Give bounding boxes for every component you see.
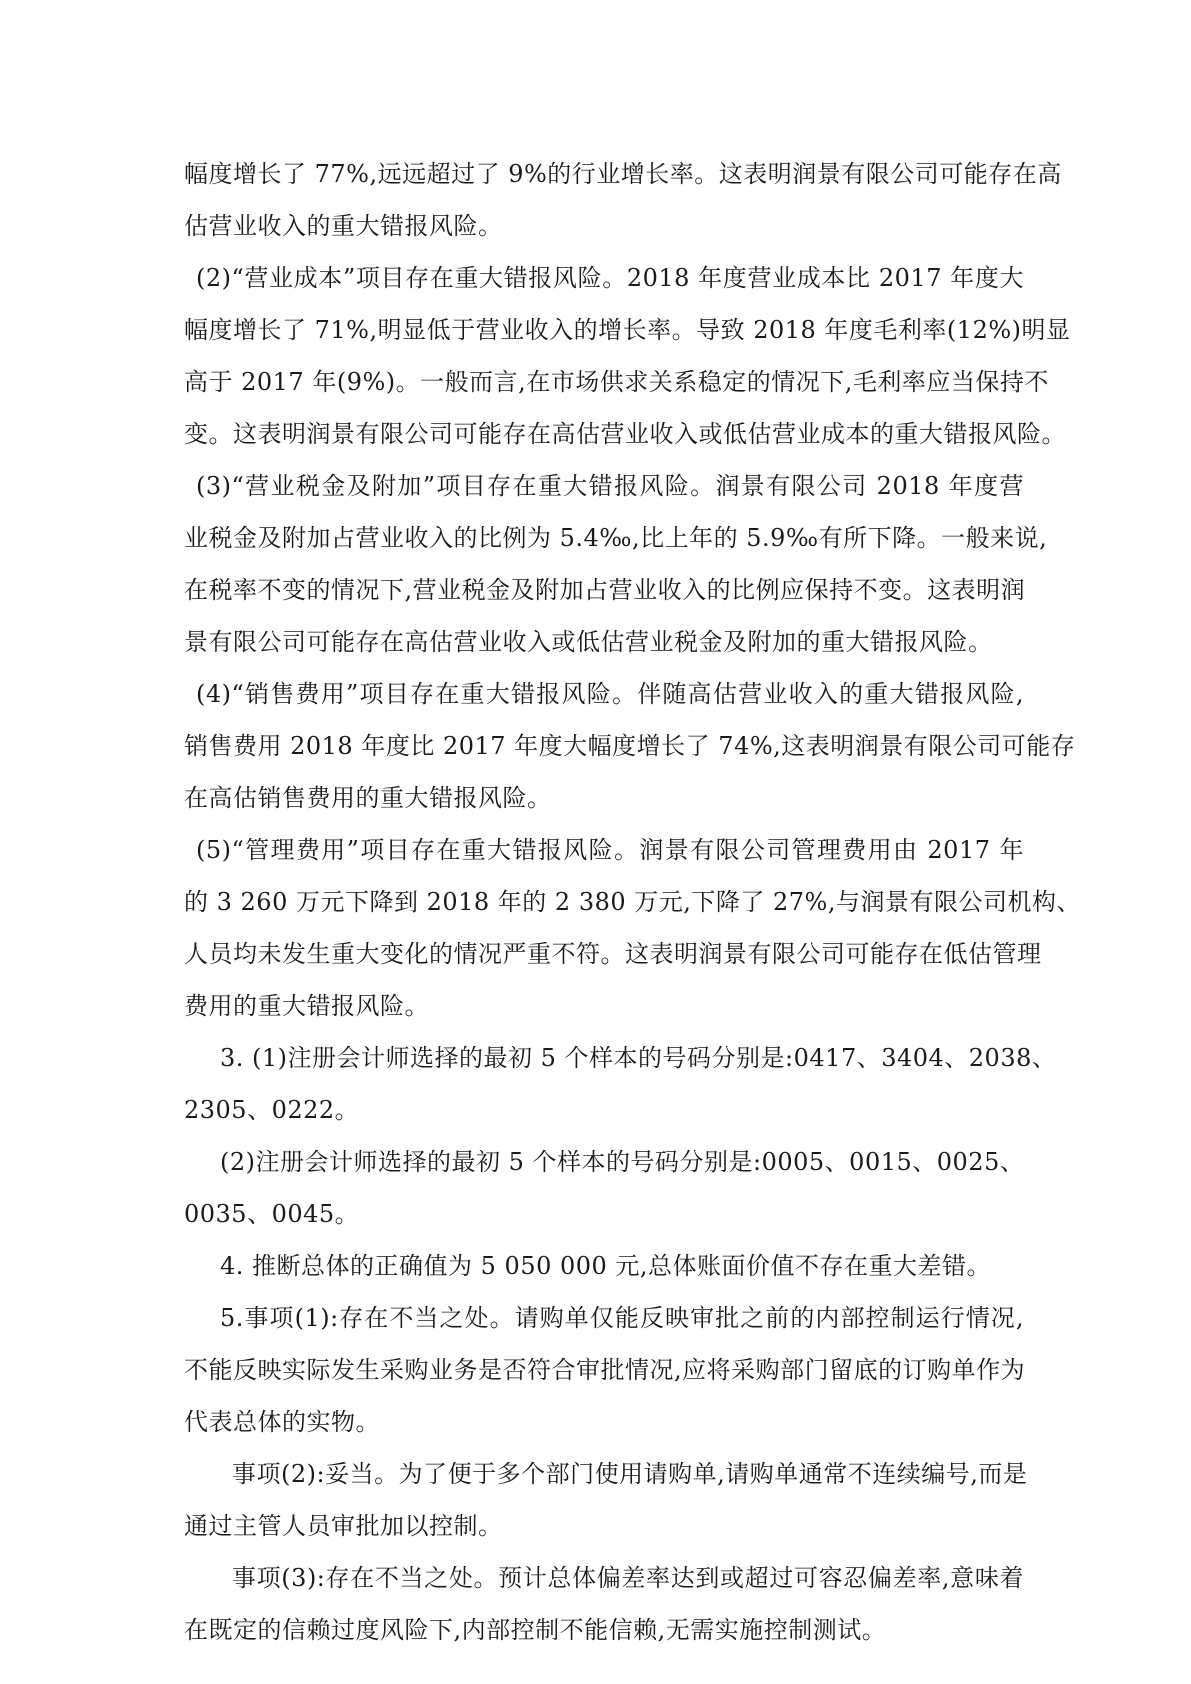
text-line: 在高估销售费用的重大错报风险。 — [184, 784, 552, 812]
paragraph-question-5-item-2 — [184, 1448, 1028, 1552]
paragraph-selling-expenses — [184, 668, 1076, 824]
text-line: 景有限公司可能存在高估营业收入或低估营业税金及附加的重大错报风险。 — [184, 628, 993, 656]
document-body — [184, 148, 1081, 1656]
text-line: 销售费用 2018 年度比 2017 年度大幅度增长了 74%,这表明润景有限公司可能存 — [184, 732, 1076, 760]
text-line: (4)“销售费用”项目存在重大错报风险。伴随高估营业收入的重大错报风险, — [196, 680, 1024, 708]
paragraph-question-4 — [184, 1240, 1024, 1292]
paragraph-admin-expenses — [184, 824, 1081, 1032]
text-line: 3. (1)注册会计师选择的最初 5 个样本的号码分别是:0417、3404、2038、 — [220, 1044, 1057, 1072]
text-line: 代表总体的实物。 — [184, 1408, 380, 1436]
paragraph-question-5-item-3 — [184, 1552, 1024, 1656]
text-line: 事项(3):存在不当之处。预计总体偏差率达到或超过可容忍偏差率,意味着 — [232, 1564, 1024, 1592]
paragraph-operating-cost — [184, 252, 1071, 460]
text-line: (2)注册会计师选择的最初 5 个样本的号码分别是:0005、0015、0025、 — [220, 1148, 1025, 1176]
text-line: 幅度增长了 77%,远远超过了 9%的行业增长率。这表明润景有限公司可能存在高 — [184, 160, 1062, 188]
text-line: 不能反映实际发生采购业务是否符合审批情况,应将采购部门留底的订购单作为 — [184, 1356, 1026, 1384]
text-line: 通过主管人员审批加以控制。 — [184, 1512, 503, 1540]
text-line: (3)“营业税金及附加”项目存在重大错报风险。润景有限公司 2018 年度营 — [196, 472, 1024, 500]
text-line: 的 3 260 万元下降到 2018 年的 2 380 万元,下降了 27%,与润景有限公司机构、 — [184, 888, 1081, 916]
text-line: 4. 推断总体的正确值为 5 050 000 元,总体账面价值不存在重大差错。 — [220, 1252, 992, 1280]
text-line: 高于 2017 年(9%)。一般而言,在市场供求关系稳定的情况下,毛利率应当保持不 — [184, 368, 1049, 396]
text-line: 人员均未发生重大变化的情况严重不符。这表明润景有限公司可能存在低估管理 — [184, 940, 1042, 968]
text-line: (2)“营业成本”项目存在重大错报风险。2018 年度营业成本比 2017 年度大 — [196, 264, 1024, 292]
paragraph-intro — [184, 148, 1062, 252]
text-line: (5)“管理费用”项目存在重大错报风险。润景有限公司管理费用由 2017 年 — [196, 836, 1024, 864]
paragraph-question-3-part-2 — [184, 1136, 1024, 1240]
text-line: 2305、0222。 — [184, 1096, 360, 1124]
paragraph-question-3-part-1 — [184, 1032, 1057, 1136]
text-line: 幅度增长了 71%,明显低于营业收入的增长率。导致 2018 年度毛利率(12%)明显 — [184, 316, 1071, 344]
text-line: 在既定的信赖过度风险下,内部控制不能信赖,无需实施控制测试。 — [184, 1616, 887, 1644]
text-line: 费用的重大错报风险。 — [184, 992, 429, 1020]
text-line: 0035、0045。 — [184, 1200, 360, 1228]
text-line: 在税率不变的情况下,营业税金及附加占营业收入的比例应保持不变。这表明润 — [184, 576, 1026, 604]
text-line: 事项(2):妥当。为了便于多个部门使用请购单,请购单通常不连续编号,而是 — [232, 1460, 1028, 1488]
paragraph-business-tax — [184, 460, 1048, 668]
text-line: 估营业收入的重大错报风险。 — [184, 212, 503, 240]
paragraph-question-5-item-1 — [184, 1292, 1024, 1448]
text-line: 业税金及附加占营业收入的比例为 5.4‰,比上年的 5.9‰有所下降。一般来说, — [184, 524, 1048, 552]
text-line: 5.事项(1):存在不当之处。请购单仅能反映审批之前的内部控制运行情况, — [220, 1304, 1024, 1332]
text-line: 变。这表明润景有限公司可能存在高估营业收入或低估营业成本的重大错报风险。 — [184, 420, 1066, 448]
